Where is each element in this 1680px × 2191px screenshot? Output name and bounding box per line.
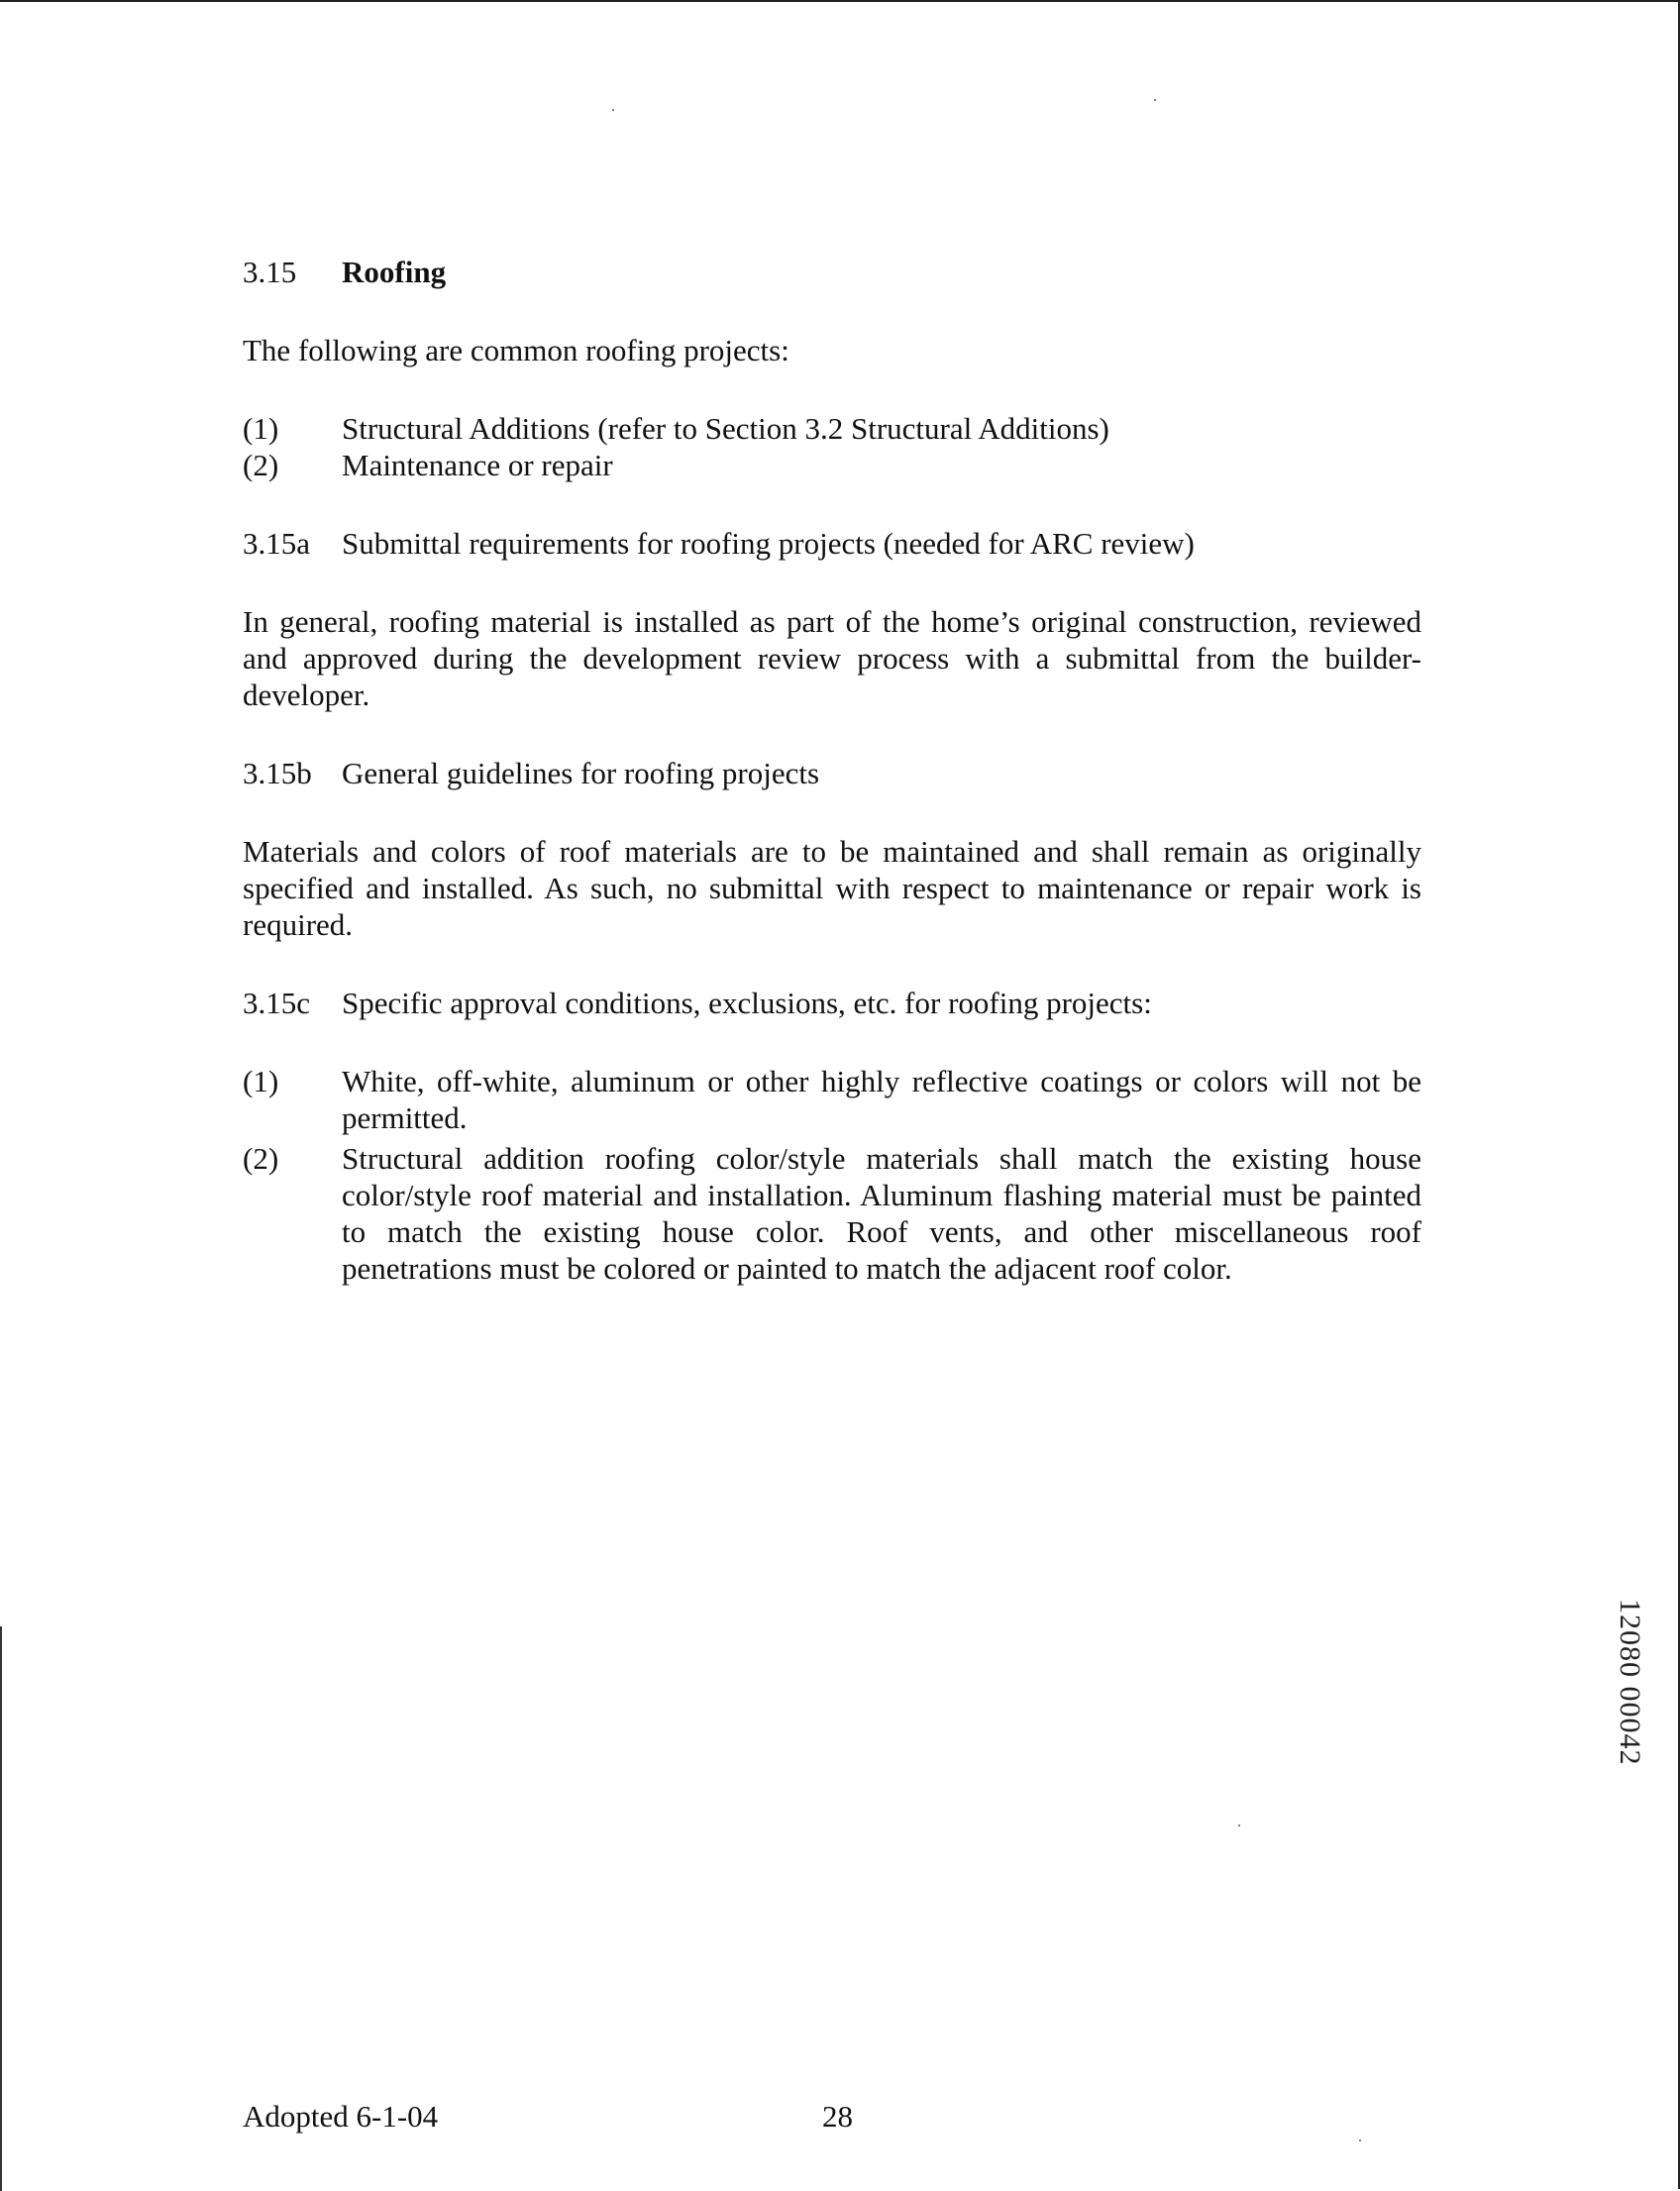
list-item bbox=[243, 1140, 1421, 1287]
document-body bbox=[243, 254, 1421, 1291]
list-marker: (1) bbox=[243, 1064, 279, 1098]
intro-text: The following are common roofing projects: bbox=[243, 333, 789, 367]
section-number: 3.15 bbox=[243, 255, 297, 289]
list-text: Maintenance or repair bbox=[342, 448, 613, 482]
subsection-b-body: Materials and colors of roof materials are to be maintained and shall remain as originally specified and installed. As such, no submittal with respect to maintenance or repair work is required. bbox=[243, 834, 1421, 942]
subsection-a-body: In general, roofing material is installed as part of the home’s original construction, reviewed and approved during the development review process with a submittal from the builder-developer. bbox=[243, 604, 1421, 712]
list-text: White, off-white, aluminum or other highly reflective coatings or colors will not be permitted. bbox=[342, 1064, 1421, 1135]
list-item bbox=[243, 1063, 1421, 1136]
subsection-number: 3.15b bbox=[243, 756, 312, 790]
scan-edge bbox=[0, 1626, 2, 2191]
conditions-list bbox=[243, 1063, 1421, 1287]
subsection-title: General guidelines for roofing projects bbox=[342, 756, 820, 790]
list-text: Structural Additions (refer to Section 3.2 Structural Additions) bbox=[342, 411, 1109, 446]
list-item bbox=[243, 410, 1421, 447]
page-number: 28 bbox=[822, 2099, 853, 2134]
adopted-date: Adopted 6-1-04 bbox=[243, 2099, 439, 2134]
subsection-a-heading bbox=[243, 525, 1421, 562]
list-marker: (2) bbox=[243, 448, 279, 482]
subsection-number: 3.15c bbox=[243, 986, 311, 1020]
bates-stamp: 12080 00042 bbox=[1614, 1599, 1646, 1766]
section-title: Roofing bbox=[342, 255, 447, 289]
scan-speck bbox=[1359, 2139, 1361, 2141]
subsection-number: 3.15a bbox=[243, 526, 311, 561]
list-text: Structural addition roofing color/style materials shall match the existing house color/style roof material and installation. Aluminum flashing material must be painted to match the existing house color. Roof vents, and other miscellaneous roof penetrations must be colored or painted to match the adjacent roof color. bbox=[342, 1141, 1421, 1286]
list-marker: (1) bbox=[243, 411, 279, 446]
subsection-title: Submittal requirements for roofing projects (needed for ARC review) bbox=[342, 526, 1195, 561]
list-item bbox=[243, 447, 1421, 483]
subsection-title: Specific approval conditions, exclusions, etc. for roofing projects: bbox=[342, 986, 1152, 1020]
scan-speck bbox=[1238, 1825, 1240, 1826]
subsection-c-heading bbox=[243, 985, 1421, 1021]
subsection-b-heading bbox=[243, 755, 1421, 791]
section-heading bbox=[243, 254, 1421, 290]
list-marker: (2) bbox=[243, 1141, 279, 1176]
scan-speck bbox=[1154, 99, 1156, 101]
projects-list bbox=[243, 410, 1421, 483]
scan-speck bbox=[612, 109, 614, 111]
